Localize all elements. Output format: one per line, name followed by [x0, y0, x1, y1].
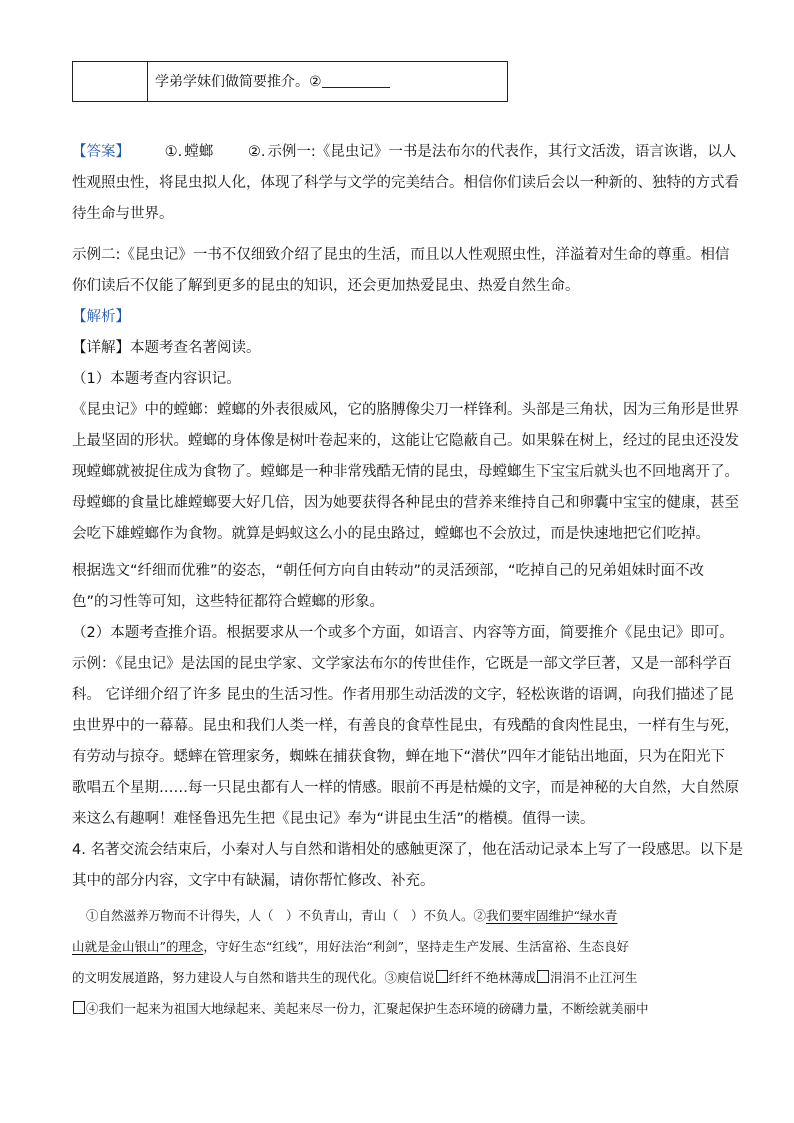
part2-line: 有劳动与掠夺。蟋蟀在管理家务，蜘蛛在捕获食物，蝉在地下“潜伏”四年才能钻出地面，只为在阳光下	[72, 749, 726, 765]
answer-table-row	[72, 61, 508, 102]
part2-title: （2）本题考查推介语。根据要求从一个或多个方面，如语言、内容等方面，简要推介《昆虫记》即可。	[72, 625, 734, 641]
missing-punctuation-box[interactable]	[537, 970, 549, 983]
answer-line-2: 性观照虫性，将昆虫拟人化，体现了科学与文学的完美结合。相信你们读后会以一种新的、独特的方式看	[72, 175, 739, 191]
missing-punctuation-box[interactable]	[436, 970, 448, 983]
table-row-text: 学弟学妹们做简要推介。②	[155, 74, 322, 90]
part1-line: 现螳螂就被捉住成为食物了。螳螂是一种非常残酷无情的昆虫，母螳螂生下宝宝后就头也不回地离开了。	[72, 464, 739, 480]
answer-item1-number: ①.	[164, 144, 183, 160]
passage-text: 的文明发展道路，努力建设人与自然和谐共生的现代化。③庾信说	[72, 970, 435, 985]
passage-quote-2: 涓涓不止江河生	[550, 970, 638, 985]
question4-line-1: 4. 名著交流会结束后，小秦对人与自然和谐相处的感触更深了，他在活动记录本上写了一段感思。以下是	[72, 842, 743, 858]
fill-in-blank[interactable]	[322, 73, 390, 88]
table-text-cell	[148, 62, 507, 101]
part1-line: 《昆虫记》中的螳螂：螳螂的外表很威风，它的胳膊像尖刀一样锋利。头部是三角状，因为三角形是世界	[72, 402, 739, 418]
analysis-tag-label: 【解析】	[72, 309, 130, 325]
passage-text: ，守好生态“红线”，用好法治“利剑”，坚持走生产发展、生活富裕、生态良好	[203, 939, 629, 954]
missing-punctuation-box[interactable]	[73, 1001, 85, 1014]
answer-item1-text: 螳螂	[184, 144, 214, 160]
passage-underlined: 山就是金山银山”的理念	[72, 939, 204, 954]
passage-line-3	[72, 962, 722, 993]
answer-example2-line-2: 你们读后不仅能了解到更多的昆虫的知识，还会更加热爱昆虫、热爱自然生命。	[72, 278, 580, 294]
part2-line: 虫世界中的一幕幕。昆虫和我们人类一样，有善良的食草性昆虫，有残酷的食肉性昆虫，一样有生与死，	[72, 718, 739, 734]
answer-line-3: 待生命与世界。	[72, 206, 174, 222]
detail-text: 本题考查名著阅读。	[130, 340, 261, 356]
part2-line: 歌唱五个星期……每一只昆虫都有人一样的情感。眼前不再是枯燥的文字，而是神秘的大自然，大自然原	[72, 780, 739, 796]
detail-tag: 【详解】	[72, 340, 130, 356]
part2-line: 科。 它详细介绍了许多 昆虫的生活习性。作者用那生动活泼的文字，轻松诙谐的语调，向我们描述了昆	[72, 687, 734, 703]
passage-text: ④我们一起来为祖国大地绿起来、美起来尽一份力，汇聚起保护生态环境的磅礴力量，不断绘就美丽中	[86, 1001, 649, 1016]
answer-example2-line-1: 示例二:《昆虫记》一书不仅细致介绍了昆虫的生活，而且以人性观照虫性，洋溢着对生命的尊重。相信	[72, 247, 730, 263]
analysis-tag	[72, 302, 722, 333]
part2-line: 来这么有趣啊！难怪鲁迅先生把《昆虫记》奉为“讲昆虫生活”的楷模。值得一读。	[72, 811, 595, 827]
question4-line-2: 其中的部分内容，文字中有缺漏，请你帮忙修改、补充。	[72, 873, 435, 889]
part2-line: 示例：《昆虫记》是法国的昆虫学家、文学家法布尔的传世佳作，它既是一部文学巨著，又是一部科学百	[72, 656, 732, 672]
passage-line-1	[72, 900, 722, 931]
answer-tag: 【答案】	[72, 144, 130, 160]
part1-title: （1）本题考查内容识记。	[72, 371, 241, 387]
passage-line-4	[72, 993, 722, 1024]
passage-text: ①自然滋养万物而不计得失，人（ ）不负青山，青山（ ）不负人。②	[86, 908, 487, 923]
answer-line-1	[72, 137, 737, 168]
part1-line: 根据选文“纤细而优雅”的姿态，“朝任何方向自由转动”的灵活颈部，“吃掉自己的兄弟姐妹时面不改	[72, 563, 705, 579]
detail-line	[72, 333, 722, 364]
passage-line-2	[72, 931, 722, 962]
passage-quote-1: 纤纤不绝林薄成	[448, 970, 537, 985]
passage-underlined: 我们要牢固维护“绿水青	[486, 908, 618, 923]
part1-line: 母螳螂的食量比雄螳螂要大好几倍，因为她要获得各种昆虫的营养来维持自己和卵囊中宝宝的健康，甚至	[72, 495, 739, 511]
part1-line: 色”的习性等可知，这些特征都符合螳螂的形象。	[72, 594, 385, 610]
table-empty-cell	[73, 62, 148, 101]
answer-item2-number: ②.	[247, 144, 266, 160]
part1-line: 上最坚固的形状。螳螂的身体像是树叶卷起来的，这能让它隐蔽自己。如果躲在树上，经过的昆虫还没发	[72, 433, 739, 449]
part1-line: 会吃下雄螳螂作为食物。就算是蚂蚁这么小的昆虫路过，螳螂也不会放过，而是快速地把它们吃掉。	[72, 526, 710, 542]
answer-line1-rest: 示例一:《昆虫记》一书是法布尔的代表作，其行文活泼，语言诙谐，以人	[267, 144, 737, 160]
